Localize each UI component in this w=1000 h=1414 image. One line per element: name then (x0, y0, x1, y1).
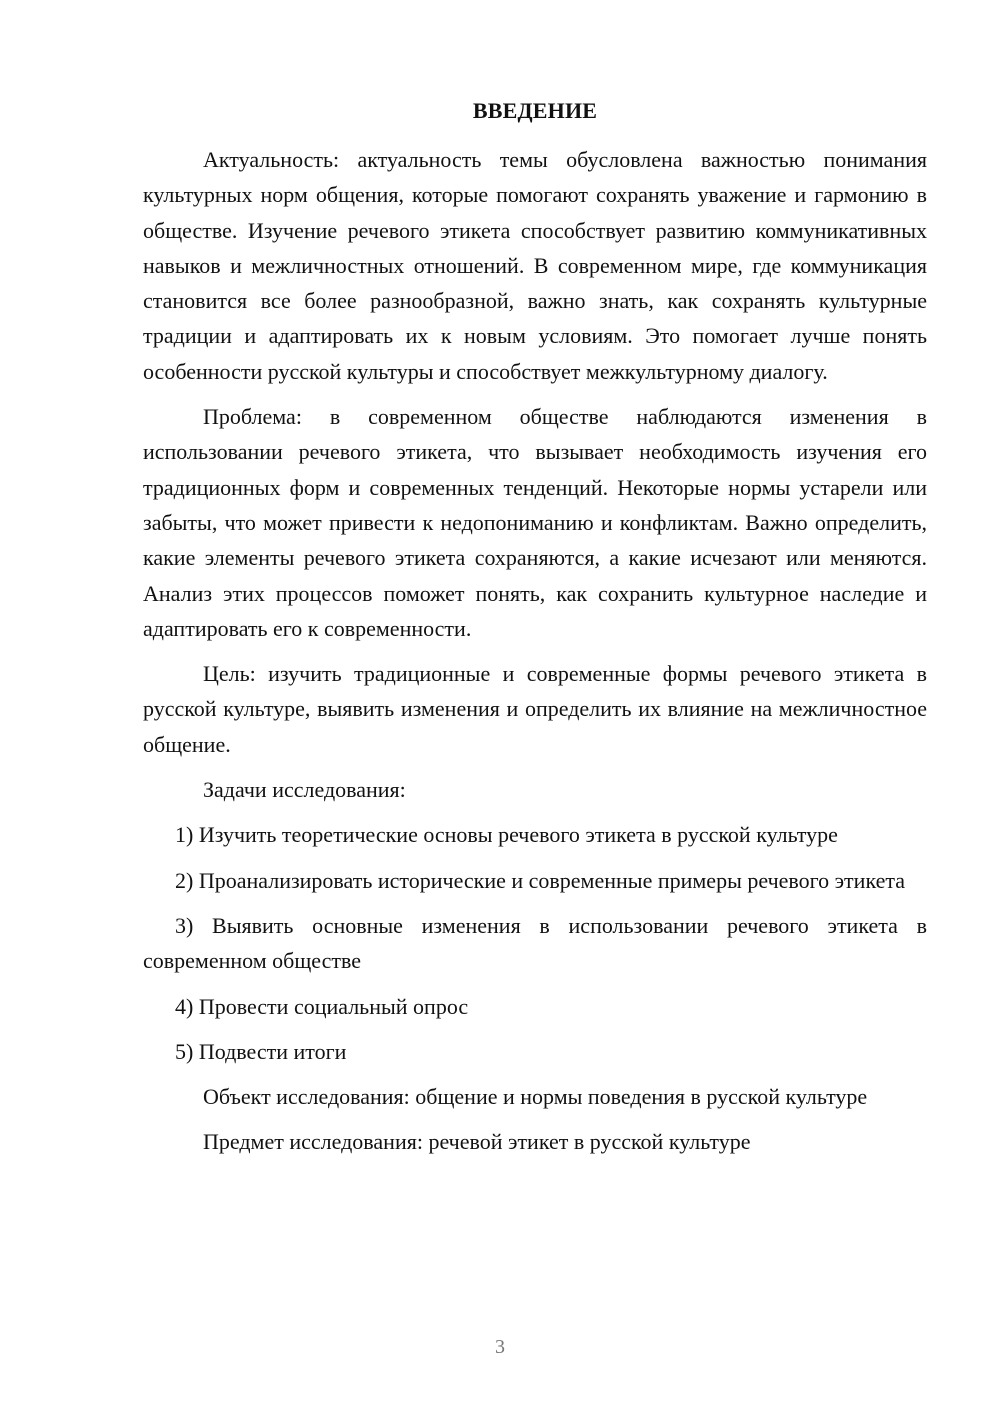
task-item-1: 1) Изучить теоретические основы речевого этикета в русской культуре (175, 822, 838, 848)
paragraph-subject: Предмет исследования: речевой этикет в русской культуре (203, 1129, 751, 1155)
task-item-3: 3) Выявить основные изменения в использовании речевого этикета в современном обществе (143, 912, 927, 974)
paragraph-goal: Цель: изучить традиционные и современные формы речевого этикета в русской культуре, выявить изменения и определить их влияние на межличностное общение. (143, 661, 927, 757)
paragraph-relevance: Актуальность: актуальность темы обусловлена важностью понимания культурных норм общения, которые помогают сохранять уважение и гармонию в обществе. Изучение речевого этикета способствует развитию коммуникативных навыков и межличностных отношений. В современном мире, где коммуникация становится все более разнообразной, важно знать, как сохранять культурные традиции и адаптировать их к новым условиям. Это помогает лучше понять особенности русской культуры и способствует межкультурному диалогу. (143, 147, 927, 384)
page-number: 3 (495, 1336, 505, 1358)
task-item-4: 4) Провести социальный опрос (175, 993, 469, 1019)
paragraph-object: Объект исследования: общение и нормы поведения в русской культуре (203, 1084, 868, 1110)
tasks-title: Задачи исследования: (203, 777, 406, 803)
page-content (143, 96, 927, 1170)
task-item-2: 2) Проанализировать исторические и современные примеры речевого этикета (175, 867, 905, 893)
task-item-5: 5) Подвести итоги (175, 1038, 347, 1064)
section-heading: ВВЕДЕНИЕ (472, 98, 598, 123)
paragraph-problem: Проблема: в современном обществе наблюдаются изменения в использовании речевого этикета, что вызывает необходимость изучения его традиционных форм и современных тенденций. Некоторые нормы устарели или забыты, что может привести к недопониманию и конфликтам. Важно определить, какие элементы речевого этикета сохраняются, а какие исчезают или меняются. Анализ этих процессов поможет понять, как сохранить культурное наследие и адаптировать его к современности. (143, 404, 927, 641)
